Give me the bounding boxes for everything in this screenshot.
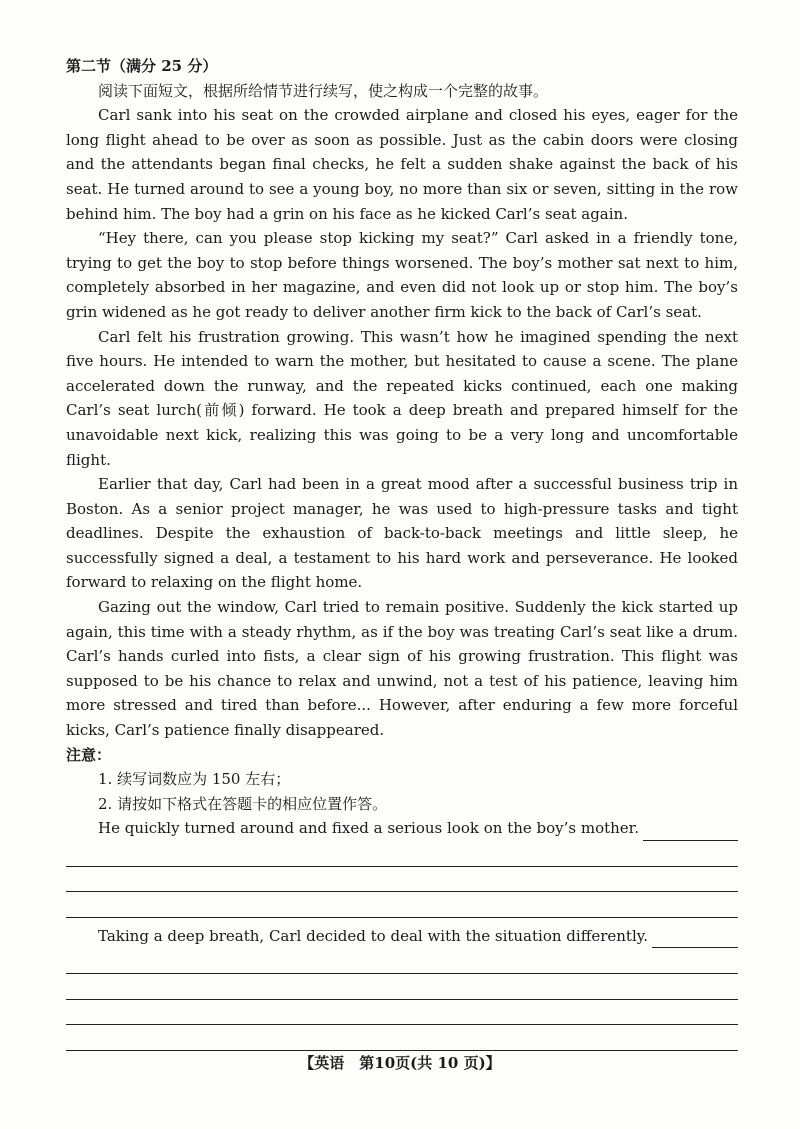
page-footer: 【英语 第10页(共 10 页)】 — [299, 1054, 501, 1072]
answer-line[interactable] — [66, 1000, 738, 1026]
answer-line[interactable] — [66, 948, 738, 974]
section-instruction: 阅读下面短文，根据所给情节进行续写，使之构成一个完整的故事。 — [98, 81, 549, 100]
answer-line[interactable] — [66, 1025, 738, 1051]
prompt-2-answer-line[interactable] — [652, 929, 738, 948]
note-item-2: 2. 请按如下格式在答题卡的相应位置作答。 — [98, 794, 388, 813]
story-paragraph-5: Gazing out the window, Carl tried to remain positive. Suddenly the kick started up again, this time with a steady rhythm, as if the boy was treating Carl’s seat like a drum. Carl’s hands curled into fists, a clear sign of his growing frustration. This flight was supposed to be his chance to relax and unwind, not a test of his patience, leaving him more stressed and tired than before... However, after enduring a few more forceful kicks, Carl’s patience finally disappeared. — [66, 598, 738, 740]
story-paragraph-3: Carl felt his frustration growing. This wasn’t how he imagined spending the next five hours. He intended to warn the mother, but hesitated to cause a scene. The plane accelerated down the runway, and the repeated kicks continued, each one making Carl’s seat lurch(前倾) forward. He took a deep breath and prepared himself for the unavoidable next kick, realizing this was going to be a very long and uncomfortable flight. — [66, 327, 738, 469]
story-paragraph-1: Carl sank into his seat on the crowded airplane and closed his eyes, eager for the long flight ahead to be over as soon as possible. Just as the cabin doors were closing and the attendants began final checks, he felt a sudden shake against the back of his seat. He turned around to see a young boy, no more than six or seven, sitting in the row behind him. The boy had a grin on his face as he kicked Carl’s seat again. — [66, 106, 738, 223]
answer-line[interactable] — [66, 841, 738, 867]
answer-line[interactable] — [66, 892, 738, 918]
answer-line[interactable] — [66, 974, 738, 1000]
story-paragraph-4: Earlier that day, Carl had been in a great mood after a successful business trip in Boston. As a senior project manager, he was used to high-pressure tasks and tight deadlines. Despite the exhaustion of back-to-back meetings and little sleep, he successfully signed a deal, a testament to his hard work and perseverance. He looked forward to relaxing on the flight home. — [66, 475, 738, 592]
note-item-1: 1. 续写词数应为 150 左右； — [98, 770, 291, 789]
prompt-2-text: Taking a deep breath, Carl decided to deal with the situation differently. — [98, 926, 649, 945]
prompt-1-answer-line[interactable] — [643, 822, 738, 841]
answer-line[interactable] — [66, 867, 738, 893]
prompt-1-text: He quickly turned around and fixed a serious look on the boy’s mother. — [98, 819, 639, 838]
section-title: 第二节（满分 25 分） — [66, 57, 218, 75]
story-paragraph-2: “Hey there, can you please stop kicking my seat?” Carl asked in a friendly tone, trying to get the boy to stop before things worsened. The boy’s mother sat next to him, completely absorbed in her magazine, and even did not look up or stop him. The boy’s grin widened as he got ready to deliver another firm kick to the back of Carl’s seat. — [66, 229, 738, 321]
continuation-prompt-2 — [66, 924, 738, 949]
notes-title: 注意： — [66, 745, 112, 764]
continuation-prompt-1 — [66, 816, 738, 841]
page-content — [66, 54, 738, 1051]
